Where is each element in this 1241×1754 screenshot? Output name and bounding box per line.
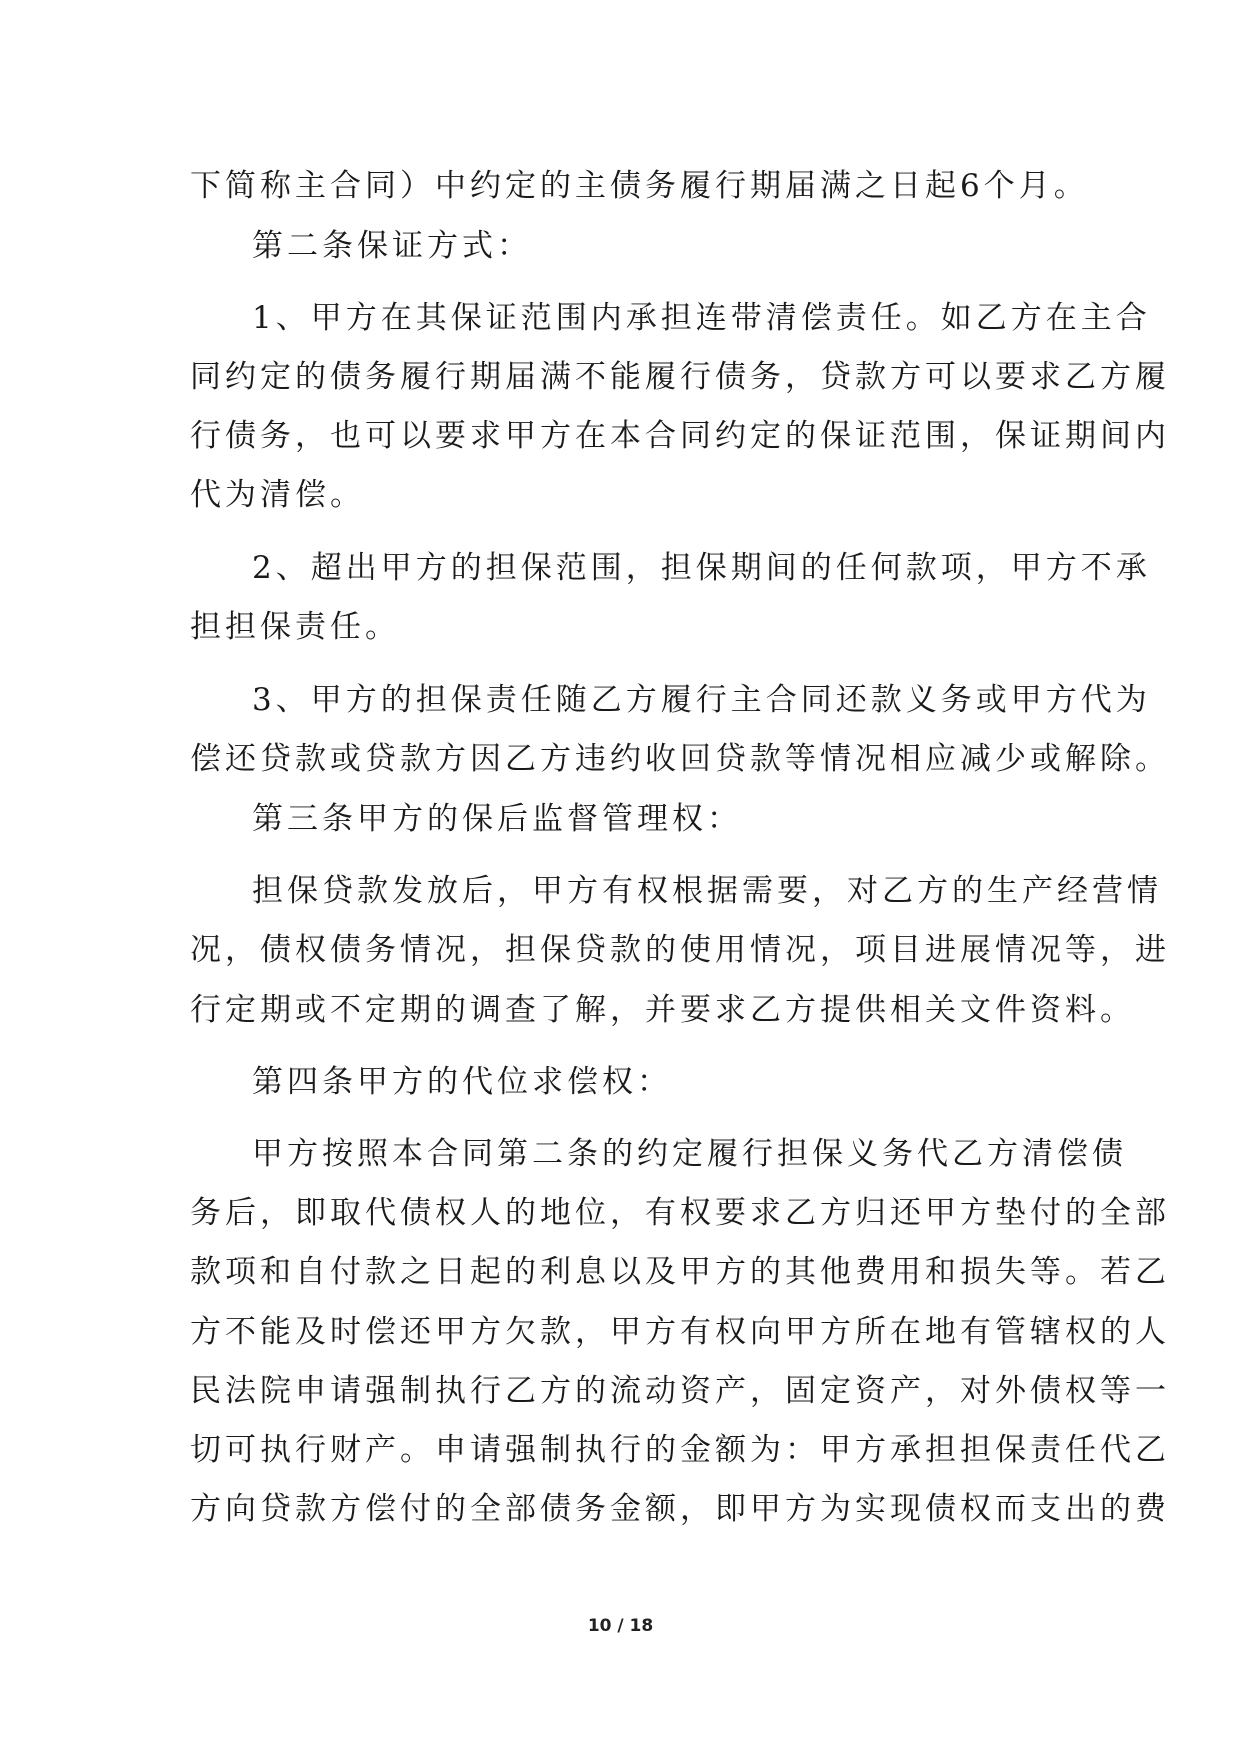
text-line: 偿还贷款或贷款方因乙方违约收回贷款等情况相应减少或解除。 (190, 741, 1170, 777)
text-line: 方不能及时偿还甲方欠款，甲方有权向甲方所在地有管辖权的人 (190, 1314, 1170, 1350)
text-line: 代为清偿。 (190, 477, 365, 513)
section-heading: 第二条保证方式： (252, 228, 532, 264)
text-line: 3、甲方的担保责任随乙方履行主合同还款义务或甲方代为 (252, 682, 1151, 718)
text-line: 2、超出甲方的担保范围，担保期间的任何款项，甲方不承 (252, 550, 1151, 586)
text-line: 担保贷款发放后，甲方有权根据需要，对乙方的生产经营情 (252, 873, 1162, 909)
section-heading: 第三条甲方的保后监督管理权： (252, 801, 742, 837)
text-line: 切可执行财产。申请强制执行的金额为：甲方承担担保责任代乙 (190, 1432, 1170, 1468)
text-line: 务后，即取代债权人的地位，有权要求乙方归还甲方垫付的全部 (190, 1195, 1170, 1231)
page-number: 10 / 18 (587, 1616, 654, 1636)
text-line: 担担保责任。 (190, 609, 400, 645)
text-line: 款项和自付款之日起的利息以及甲方的其他费用和损失等。若乙 (190, 1254, 1170, 1290)
text-line: 方向贷款方偿付的全部债务金额，即甲方为实现债权而支出的费 (190, 1491, 1170, 1527)
section-heading: 第四条甲方的代位求偿权： (252, 1064, 672, 1100)
text-line: 行定期或不定期的调查了解，并要求乙方提供相关文件资料。 (190, 992, 1135, 1028)
text-line: 1、甲方在其保证范围内承担连带清偿责任。如乙方在主合 (252, 300, 1151, 336)
text-line: 民法院申请强制执行乙方的流动资产，固定资产，对外债权等一 (190, 1373, 1170, 1409)
text-line: 行债务，也可以要求甲方在本合同约定的保证范围，保证期间内 (190, 418, 1170, 454)
text-line: 下简称主合同）中约定的主债务履行期届满之日起6个月。 (190, 168, 1089, 204)
text-line: 甲方按照本合同第二条的约定履行担保义务代乙方清偿债 (252, 1136, 1127, 1172)
text-line: 同约定的债务履行期届满不能履行债务，贷款方可以要求乙方履 (190, 359, 1170, 395)
text-line: 况，债权债务情况，担保贷款的使用情况，项目进展情况等，进 (190, 932, 1170, 968)
